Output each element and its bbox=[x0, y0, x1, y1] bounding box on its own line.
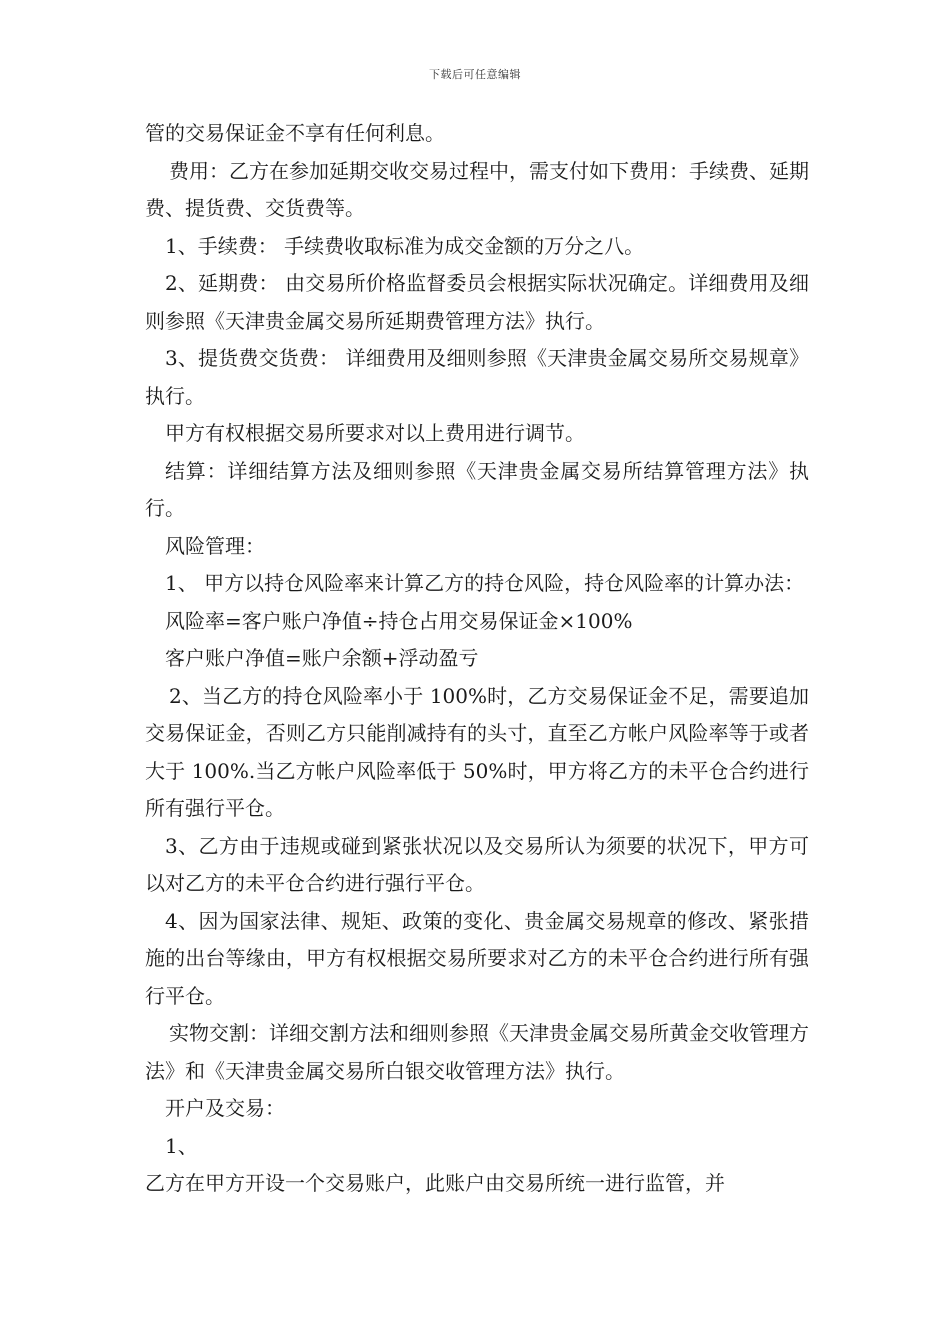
paragraph-continuation: 管的交易保证金不享有任何利息。 bbox=[145, 121, 445, 145]
paragraph-settlement: 结算：详细结算方法及细则参照《天津贵金属交易所结算管理方法》执行。 bbox=[145, 458, 809, 520]
paragraph-risk-1: 1、 甲方以持仓风险率来计算乙方的持仓风险，持仓风险率的计算办法： bbox=[165, 571, 805, 595]
paragraph-fees: 费用：乙方在参加延期交收交易过程中，需支付如下费用：手续费、延期费、提货费、交货费等。 bbox=[145, 158, 809, 220]
paragraph-risk-4: 4、因为国家法律、规矩、政策的变化、贵金属交易规章的修改、紧张措施的出台等缘由，甲方有权根据交易所要求对乙方的未平仓合约进行所有强行平仓。 bbox=[145, 908, 809, 1008]
paragraph-risk-3: 3、乙方由于违规或碰到紧张状况以及交易所认为须要的状况下，甲方可以对乙方的未平仓合约进行强行平仓。 bbox=[145, 833, 809, 895]
paragraph-risk-2: 2、当乙方的持仓风险率小于 100%时，乙方交易保证金不足，需要追加交易保证金，否则乙方只能削减持有的头寸，直至乙方帐户风险率等于或者大于 100%.当乙方帐户风险率低于 50%时，甲方将乙方的未平仓合约进行所有强行平仓。 bbox=[145, 683, 809, 820]
page-header-note: 下载后可任意编辑 bbox=[429, 68, 521, 81]
paragraph-fee-commission: 1、手续费： 手续费收取标准为成交金额的万分之八。 bbox=[165, 233, 645, 258]
paragraph-account-opening: 乙方在甲方开设一个交易账户，此账户由交易所统一进行监管，并 bbox=[145, 1171, 725, 1195]
document-body bbox=[145, 115, 809, 1203]
paragraph-fee-delivery: 3、提货费交货费： 详细费用及细则参照《天津贵金属交易所交易规章》执行。 bbox=[145, 346, 809, 408]
formula-account-equity: 客户账户净值=账户余额+浮动盈亏 bbox=[165, 646, 479, 670]
paragraph-fee-adjustment: 甲方有权根据交易所要求对以上费用进行调节。 bbox=[165, 421, 585, 445]
formula-risk-rate: 风险率=客户账户净值÷持仓占用交易保证金×100% bbox=[165, 608, 633, 633]
section-heading-risk-management: 风险管理： bbox=[165, 533, 265, 558]
list-number-1: 1、 bbox=[165, 1133, 198, 1158]
paragraph-physical-delivery: 实物交割：详细交割方法和细则参照《天津贵金属交易所黄金交收管理方法》和《天津贵金属交易所白银交收管理方法》执行。 bbox=[145, 1021, 809, 1083]
section-heading-account-trading: 开户及交易： bbox=[165, 1096, 285, 1120]
paragraph-fee-deferral: 2、延期费： 由交易所价格监督委员会根据实际状况确定。详细费用及细则参照《天津贵金属交易所延期费管理方法》执行。 bbox=[145, 271, 809, 333]
